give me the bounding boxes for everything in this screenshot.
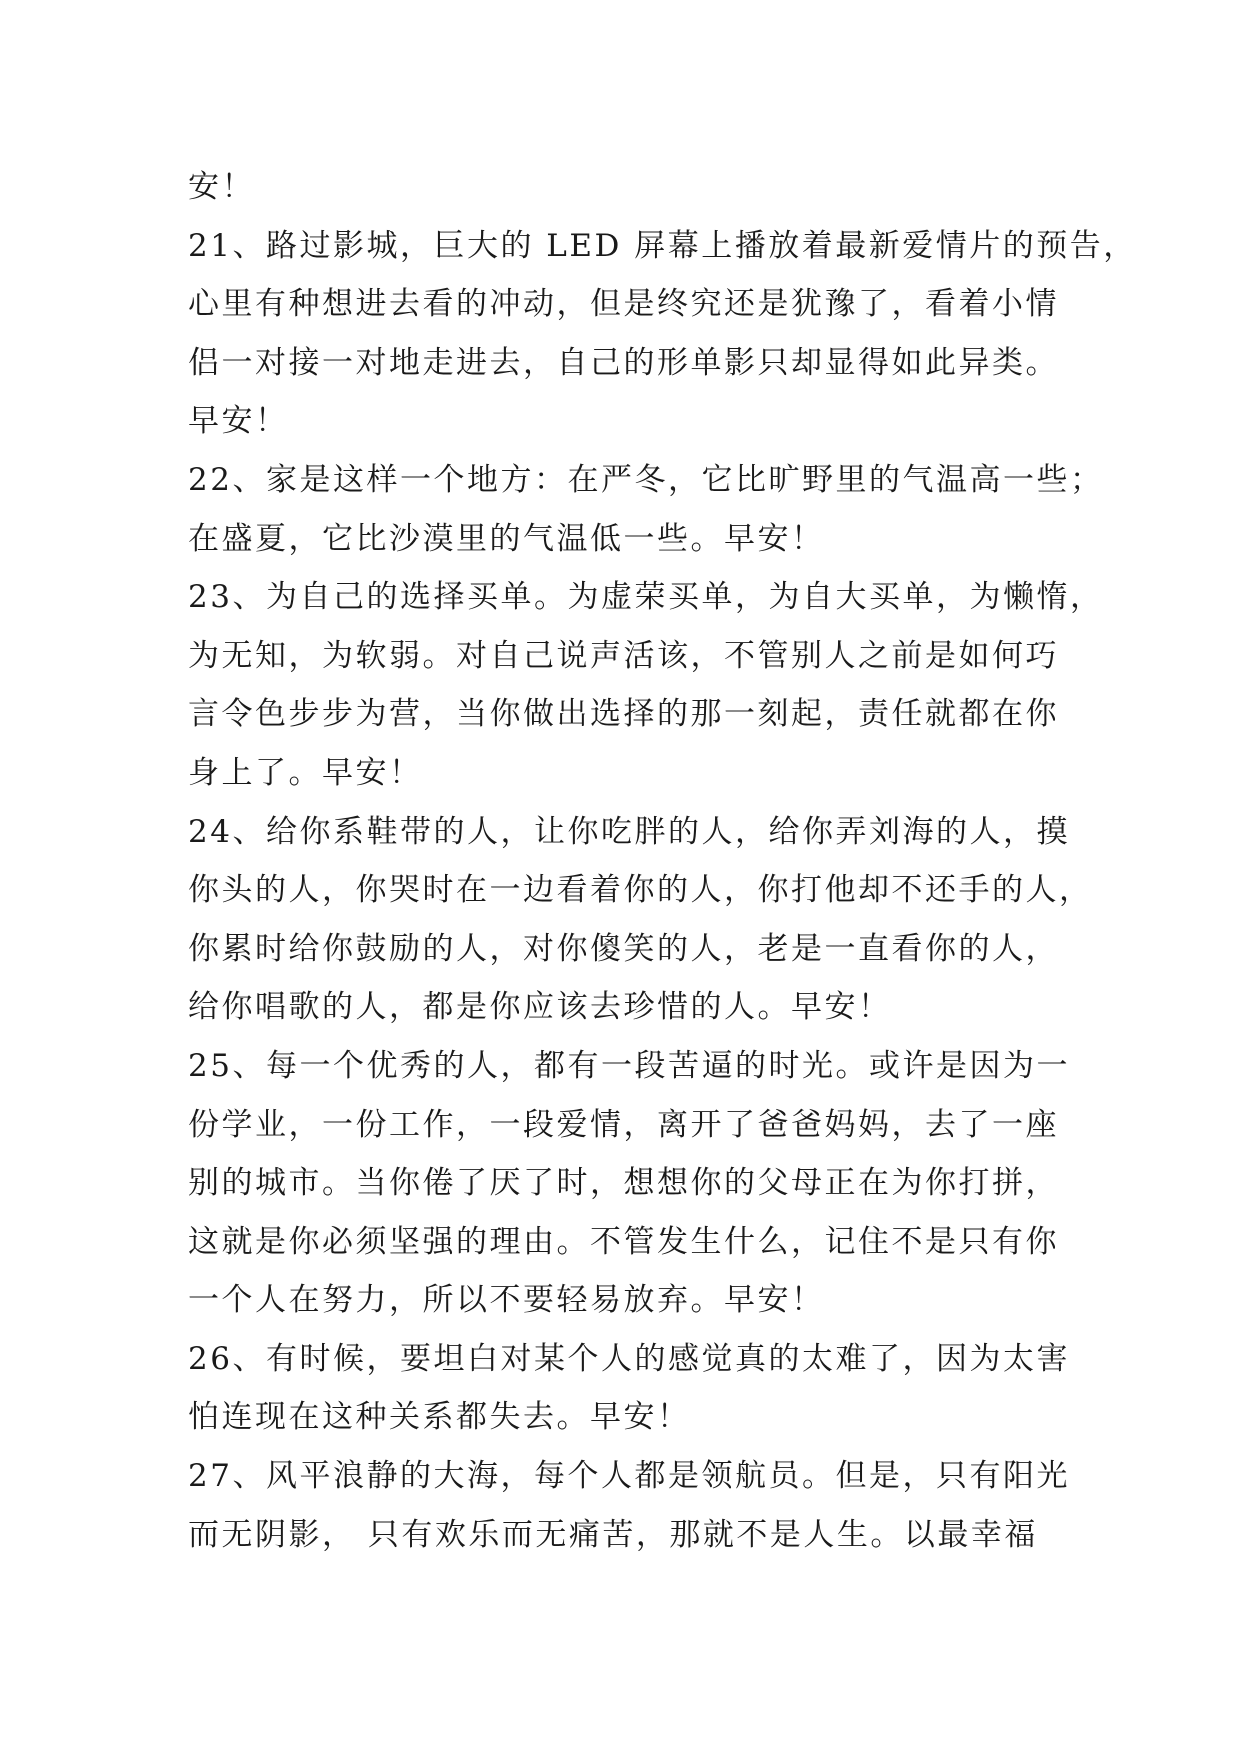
document-body [188, 158, 1137, 1564]
text-line: 22、家是这样一个地方：在严冬，它比旷野里的气温高一些； [188, 461, 1104, 498]
text-line: 一个人在努力，所以不要轻易放弃。早安！ [188, 1282, 825, 1319]
text-line: 而无阴影， 只有欢乐而无痛苦，那就不是人生。以最幸福 [188, 1516, 1038, 1553]
text-line: 24、给你系鞋带的人，让你吃胖的人，给你弄刘海的人，摸 [188, 813, 1070, 850]
text-line: 心里有种想进去看的冲动，但是终究还是犹豫了，看着小情 [188, 286, 1059, 323]
text-line: 这就是你必须坚强的理由。不管发生什么，记住不是只有你 [188, 1223, 1059, 1260]
text-line: 身上了。早安！ [188, 754, 423, 791]
text-line: 26、有时候，要坦白对某个人的感觉真的太难了，因为太害 [188, 1340, 1070, 1377]
text-line: 在盛夏，它比沙漠里的气温低一些。早安！ [188, 520, 825, 557]
text-line: 21、路过影城，巨大的 LED 屏幕上播放着最新爱情片的预告， [188, 227, 1137, 264]
text-line: 你头的人，你哭时在一边看着你的人，你打他却不还手的人， [188, 872, 1093, 909]
text-line: 25、每一个优秀的人，都有一段苦逼的时光。或许是因为一 [188, 1047, 1070, 1084]
text-line: 怕连现在这种关系都失去。早安！ [188, 1399, 691, 1436]
text-line: 别的城市。当你倦了厌了时，想想你的父母正在为你打拼， [188, 1165, 1059, 1202]
text-line: 为无知，为软弱。对自己说声活该，不管别人之前是如何巧 [188, 637, 1059, 674]
text-line: 23、为自己的选择买单。为虚荣买单，为自大买单，为懒惰， [188, 579, 1104, 616]
text-line: 27、风平浪静的大海，每个人都是领航员。但是，只有阳光 [188, 1458, 1070, 1495]
text-line: 份学业，一份工作，一段爱情，离开了爸爸妈妈，去了一座 [188, 1106, 1059, 1143]
text-line: 安！ [188, 169, 255, 205]
text-line: 早安！ [188, 403, 289, 440]
text-line: 侣一对接一对地走进去，自己的形单影只却显得如此异类。 [188, 344, 1059, 381]
text-line: 你累时给你鼓励的人，对你傻笑的人，老是一直看你的人， [188, 930, 1059, 967]
text-line: 言令色步步为营，当你做出选择的那一刻起，责任就都在你 [188, 696, 1059, 733]
text-line: 给你唱歌的人，都是你应该去珍惜的人。早安！ [188, 989, 892, 1026]
